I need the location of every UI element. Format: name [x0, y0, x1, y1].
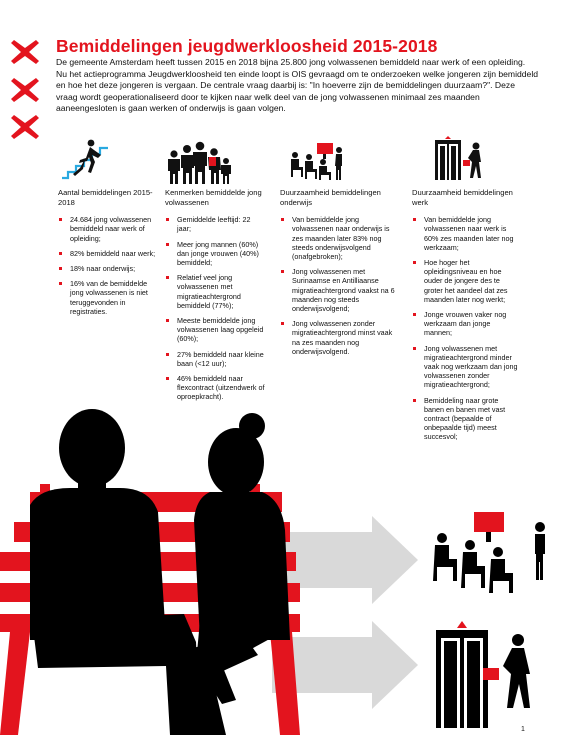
bench-illustration	[0, 405, 562, 735]
list-item: Relatief veel jong volwassenen met migratieachtergrond bemiddeld (77%);	[165, 273, 265, 310]
cross-icon	[10, 76, 40, 104]
column-heading: Duurzaamheid bemiddelingen werk	[412, 188, 513, 207]
list-item: Jong volwassenen zonder migratieachtergrond minst vaak na zes maanden nog onderwijsvolgend.	[280, 319, 402, 356]
list-item: Jong volwassenen met migratieachtergrond minder vaak nog werkzaam dan jong volwassenen zonder migratieachtergrond;	[412, 344, 518, 390]
list-item: Meer jong mannen (60%) dan jonge vrouwen (40%) bemiddeld;	[165, 240, 265, 268]
list-item: 46% bemiddeld naar flexcontract (uitzendwerk of oproepkracht).	[165, 374, 265, 402]
page-number: 1	[521, 726, 525, 733]
column-onderwijs	[280, 188, 402, 362]
elevator-worker-icon	[432, 136, 488, 180]
list-item: Van bemiddelde jong volwassenen naar werk is 60% zes maanden later nog werkzaam;	[412, 215, 518, 252]
classroom-icon	[287, 141, 345, 181]
cross-icon	[10, 113, 40, 141]
list-item: Van bemiddelde jong volwassenen naar onderwijs is zes maanden later 83% nog steeds onderwijsvolgend (onafgebroken);	[280, 215, 402, 261]
column-kenmerken	[165, 188, 265, 408]
intro-paragraph: De gemeente Amsterdam heeft tussen 2015 en 2018 bijna 25.800 jong volwassenen bemiddeld naar werk of een opleiding. Nu het actieprogramma Jeugdwerkloosheid ten einde loopt is OIS gevraagd om te onderzoeken welke jongeren zijn bemiddeld en hoe het deze jongeren is vergaan. De centrale vraag daarbij is: "In hoeverre zijn de bemiddelingen duurzaam?". Deze vraag wordt geoperationaliseerd door te kijken naar welk deel van de jong volwassenen minimaal zes maanden aaneengesloten is gaan werken of onderwijs is gaan volgen.	[56, 57, 539, 114]
list-item: Hoe hoger het opleidingsniveau en hoe ouder de jongere des te groter het aandeel dat zes maanden later nog werkt;	[412, 258, 518, 304]
list-item: Gemiddelde leeftijd: 22 jaar;	[165, 215, 265, 233]
elevator-group	[436, 621, 530, 728]
list-item: Bemiddeling naar grote banen en banen met vast contract (bepaalde of onbepaalde tijd) meest succesvol;	[412, 396, 518, 442]
column-heading: Duurzaamheid bemiddelingen onderwijs	[280, 188, 381, 207]
list-item: 18% naar onderwijs;	[58, 264, 156, 273]
list-item: 27% bemiddeld naar kleine baan (<12 uur);	[165, 350, 265, 368]
cross-icon	[10, 38, 40, 66]
list-item: 24.684 jong volwassenen bemiddeld naar werk of opleiding;	[58, 215, 156, 243]
column-aantal	[58, 188, 156, 322]
people-group-icon	[165, 140, 233, 184]
man-silhouette	[30, 409, 200, 735]
list-item: Jong volwassenen met Surinaamse en Antilliaanse migratieachtergrond vaakst na 6 maanden nog steeds onderwijsvolgend;	[280, 267, 402, 313]
list-item: 82% bemiddeld naar werk;	[58, 249, 156, 258]
list-item: Jonge vrouwen vaker nog werkzaam dan jonge mannen;	[412, 310, 518, 338]
column-heading: Aantal bemiddelingen 2015-2018	[58, 188, 153, 207]
stairs-climbing-person-icon	[58, 138, 116, 182]
bullet-list	[280, 215, 402, 356]
list-item: 16% van de bemiddelde jong volwassenen is niet teruggevonden in registraties.	[58, 279, 156, 316]
bullet-list	[165, 215, 265, 401]
column-heading: Kenmerken bemiddelde jong volwassenen	[165, 188, 262, 207]
bullet-list	[58, 215, 156, 316]
list-item: Meeste bemiddelde jong volwassenen laag opgeleid (60%);	[165, 316, 265, 344]
classroom-group	[433, 512, 545, 593]
page-title: Bemiddelingen jeugdwerkloosheid 2015-2018	[56, 36, 438, 56]
